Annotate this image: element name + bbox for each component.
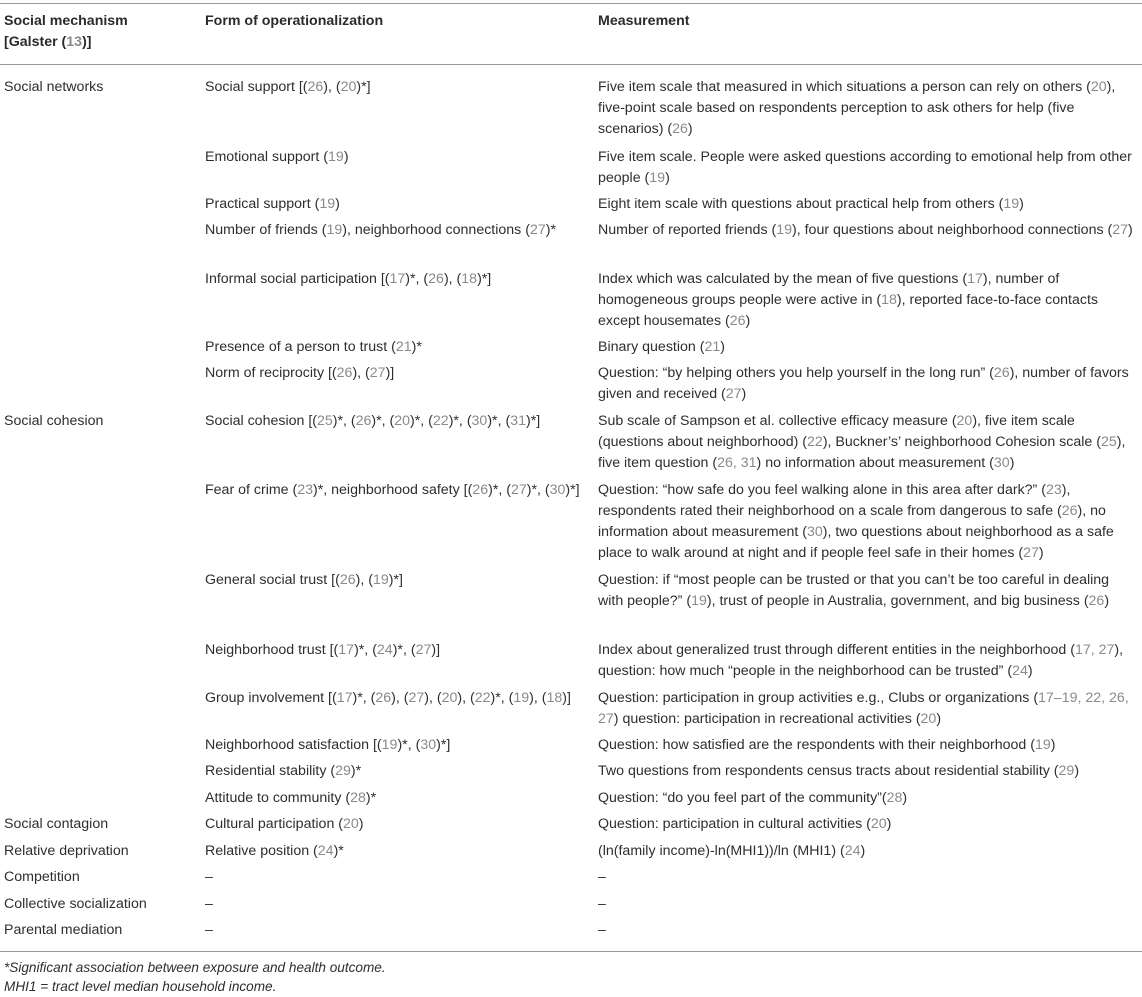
cell-text: ), five-point scale based on respondents perception to ask others for help (five scenarios) ( <box>598 79 1116 137</box>
cell-text: )*] <box>477 271 492 287</box>
cell-text: )* <box>333 843 344 859</box>
header-rule <box>0 64 1142 65</box>
cell-form-of-operationalization <box>205 269 585 290</box>
cell-text: )* <box>411 339 422 355</box>
cell-measurement <box>598 894 1138 915</box>
cell-form-of-operationalization <box>205 570 585 591</box>
cell-social-mechanism: Social networks <box>4 79 104 95</box>
cell-text: Neighborhood trust [( <box>205 642 339 658</box>
cell-text: – <box>205 922 213 938</box>
cell-text: (ln(family income)-ln(MHI1))/ln (MHI1) ( <box>598 843 845 859</box>
citation-link[interactable]: 25 <box>316 413 333 429</box>
cell-text: )*, ( <box>448 413 472 429</box>
citation-link[interactable]: 30 <box>806 524 823 540</box>
cell-text: Question: “by helping others you help yourself in the long run” ( <box>598 365 994 381</box>
cell-text: Binary question ( <box>598 339 705 355</box>
cell-text: ), number of homogeneous groups people were active in ( <box>598 271 1060 308</box>
citation-link[interactable]: 22 <box>474 690 491 706</box>
cell-text: – <box>205 896 213 912</box>
cell-form-of-operationalization <box>205 147 585 168</box>
cell-text: ), ( <box>424 690 442 706</box>
citation-link[interactable]: 28 <box>350 790 366 806</box>
cell-text: )*, ( <box>488 482 511 498</box>
cell-measurement <box>598 480 1138 564</box>
footnote-mhi1: MHI1 = tract level median household income. <box>4 979 277 994</box>
cell-text: Attitude to community ( <box>205 790 351 806</box>
citation-link[interactable]: 25 <box>1100 434 1117 450</box>
cell-form-of-operationalization <box>205 480 585 501</box>
cell-measurement <box>598 411 1138 474</box>
cell-text: Norm of reciprocity [( <box>205 365 337 381</box>
cell-text: ) <box>1074 763 1080 779</box>
citation-link[interactable]: 27 <box>415 642 432 658</box>
cell-text: )* <box>365 790 377 806</box>
cell-social-mechanism: Social contagion <box>4 816 109 832</box>
cell-measurement <box>598 337 1138 358</box>
cell-text: )*, ( <box>487 413 511 429</box>
cell-text: ) <box>936 711 942 727</box>
citation-link[interactable]: 19 <box>319 196 336 212</box>
citation-link[interactable]: 28 <box>886 790 903 806</box>
cell-text: Question: “how safe do you feel walking alone in this area after dark?” ( <box>598 482 1046 498</box>
cell-measurement <box>598 688 1138 730</box>
footnote-significance: *Significant association between exposure and health outcome. <box>4 960 386 975</box>
table-bottom-rule <box>0 951 1142 952</box>
cell-form-of-operationalization <box>205 77 585 98</box>
cell-text: ), five item scale (questions about neighborhood) ( <box>598 413 1075 450</box>
cell-text: ) <box>1027 663 1033 679</box>
cell-text: ) <box>720 339 725 355</box>
cell-text: – <box>598 869 606 885</box>
citation-link[interactable]: 19 <box>513 690 530 706</box>
cell-text: Index about generalized trust through different entities in the neighborhood ( <box>598 642 1075 658</box>
cell-text: ) <box>687 121 693 137</box>
cell-text: Index which was calculated by the mean of five questions ( <box>598 271 968 287</box>
cell-text: – <box>598 896 606 912</box>
cell-text: )*, neighborhood safety [( <box>313 482 473 498</box>
cell-text: ), question: how much “people in the neighborhood can be trusted” ( <box>598 642 1124 679</box>
citation-link[interactable]: 29 <box>1058 763 1075 779</box>
cell-text: Presence of a person to trust ( <box>205 339 396 355</box>
cell-text: Question: how satisfied are the respondents with their neighborhood ( <box>598 737 1035 753</box>
cell-text: )*, ( <box>526 482 550 498</box>
cell-text: ), ( <box>529 690 547 706</box>
citation-link[interactable]: 21 <box>395 339 412 355</box>
cell-text: ) <box>886 816 892 832</box>
citation-link[interactable]: 17 <box>967 271 983 287</box>
cell-measurement <box>598 570 1138 612</box>
cell-text: ), five item question ( <box>598 434 1126 471</box>
citation-link[interactable]: 27 <box>529 222 546 238</box>
citation-link[interactable]: 26 <box>428 271 444 287</box>
citation-link[interactable]: 20 <box>394 413 411 429</box>
citation-link[interactable]: 26 <box>355 413 372 429</box>
citation-link[interactable]: 27 <box>408 690 425 706</box>
cell-text: )] <box>431 642 441 658</box>
cell-text: )*] <box>388 572 403 588</box>
cell-text: ) <box>1009 455 1015 471</box>
citation-link[interactable]: 26 <box>993 365 1010 381</box>
cell-text: Relative position ( <box>205 843 318 859</box>
citation-link[interactable]: 19 <box>326 222 343 238</box>
citation-link[interactable]: 26 <box>472 482 489 498</box>
cell-measurement <box>598 77 1138 140</box>
cell-form-of-operationalization <box>205 411 585 432</box>
header-form-of-operationalization: Form of operationalization <box>205 13 384 29</box>
cell-text: Five item scale that measured in which situations a person can rely on others ( <box>598 79 1091 95</box>
cell-text: Sub scale of Sampson et al. collective efficacy measure ( <box>598 413 957 429</box>
cell-measurement <box>598 814 1138 835</box>
cell-social-mechanism: Relative deprivation <box>4 843 129 859</box>
citation-link[interactable]: 26 <box>1088 593 1105 609</box>
cell-text: Social support [( <box>205 79 308 95</box>
cell-text: Number of reported friends ( <box>598 222 777 238</box>
header-social-mechanism <box>4 11 194 53</box>
cell-text: ) <box>358 816 364 832</box>
cell-form-of-operationalization <box>205 761 585 782</box>
cell-form-of-operationalization <box>205 841 585 862</box>
table-top-rule <box>0 3 1142 4</box>
citation-link[interactable]: 24 <box>317 843 334 859</box>
cell-text: – <box>598 922 606 938</box>
cell-text: )*] <box>436 737 451 753</box>
citation-link[interactable]: 23 <box>297 482 314 498</box>
citation-link[interactable]: 20 <box>920 711 937 727</box>
cell-text: ), ( <box>352 365 370 381</box>
cell-text: )*, ( <box>410 413 433 429</box>
citation-link[interactable]: 27 <box>1023 545 1039 561</box>
cell-text: ) <box>665 170 670 186</box>
cell-measurement <box>598 194 1138 215</box>
cell-social-mechanism: Parental mediation <box>4 922 123 938</box>
citation-link[interactable]: 26 <box>307 79 324 95</box>
cell-measurement <box>598 841 1138 862</box>
cell-text: )*, ( <box>392 642 416 658</box>
citation-link[interactable]: 18 <box>546 690 563 706</box>
citation-link[interactable]: 27 <box>1112 222 1129 238</box>
cell-text: )*] <box>565 482 580 498</box>
cell-text: Cultural participation ( <box>205 816 343 832</box>
citation-link[interactable]: 27 <box>510 482 527 498</box>
cell-form-of-operationalization <box>205 788 585 809</box>
citation-link[interactable]: 20 <box>1090 79 1107 95</box>
cell-text: ), Buckner’s’ neighborhood Cohesion scale ( <box>822 434 1101 450</box>
citation-link[interactable]: 31 <box>510 413 526 429</box>
cell-text: ) <box>1128 222 1133 238</box>
citation-link[interactable]: 29 <box>335 763 351 779</box>
cell-text: ) <box>1038 545 1044 561</box>
cell-text: )*] <box>356 79 371 95</box>
cell-measurement <box>598 220 1138 241</box>
citation-link[interactable]: 22 <box>432 413 449 429</box>
cell-measurement <box>598 363 1138 405</box>
citation-link[interactable]: 19 <box>372 572 389 588</box>
cell-text: ), respondents rated their neighborhood on a scale from dangerous to safe ( <box>598 482 1071 519</box>
cell-text: ) <box>1019 196 1024 212</box>
cell-form-of-operationalization <box>205 688 585 709</box>
cell-text: )* <box>350 763 362 779</box>
cell-form-of-operationalization <box>205 640 585 661</box>
cell-text: ) <box>335 196 340 212</box>
cell-form-of-operationalization <box>205 814 585 835</box>
cell-text: ) <box>745 313 751 329</box>
cell-text: )] <box>562 690 571 706</box>
cell-text: ), trust of people in Australia, government, and big business ( <box>706 593 1089 609</box>
cell-form-of-operationalization <box>205 363 585 384</box>
cell-text: Group involvement [( <box>205 690 337 706</box>
citation-link[interactable]: 27 <box>369 365 386 381</box>
cell-text: General social trust [( <box>205 572 340 588</box>
cell-text: Question: if “most people can be trusted or that you can’t be too careful in dealing with people?” ( <box>598 572 1110 609</box>
citation-link[interactable]: 24 <box>1012 663 1028 679</box>
cell-text: Emotional support ( <box>205 149 329 165</box>
cell-measurement <box>598 761 1138 782</box>
citation-link[interactable]: 21 <box>704 339 721 355</box>
cell-text: )*, ( <box>352 690 376 706</box>
citation-link[interactable]: 24 <box>844 843 861 859</box>
citation-link[interactable]: 26, 31 <box>717 455 757 471</box>
cell-measurement <box>598 735 1138 756</box>
cell-measurement <box>598 640 1138 682</box>
cell-form-of-operationalization <box>205 894 585 915</box>
cell-social-mechanism: Collective socialization <box>4 896 147 912</box>
cell-text: ) <box>343 149 349 165</box>
citation-link[interactable]: 26 <box>1061 503 1078 519</box>
cell-measurement <box>598 147 1138 189</box>
citation-link[interactable]: 20 <box>956 413 973 429</box>
cell-text: ), ( <box>443 271 462 287</box>
cell-text: )*, ( <box>371 413 395 429</box>
citation-link[interactable]: 17 <box>338 642 355 658</box>
citation-link[interactable]: 30 <box>549 482 566 498</box>
cell-text: )*, ( <box>490 690 514 706</box>
citation-link[interactable]: 17 <box>389 271 406 287</box>
cell-text: ), no information about measurement ( <box>598 503 1106 540</box>
citation-link[interactable]: 19 <box>1034 737 1051 753</box>
cell-text: ), four questions about neighborhood connections ( <box>792 222 1113 238</box>
citation-link[interactable]: 30 <box>471 413 488 429</box>
citation-link[interactable]: 18 <box>881 292 897 308</box>
cell-text: Question: “do you feel part of the community”( <box>598 790 887 806</box>
cell-text: Residential stability ( <box>205 763 336 779</box>
cell-text: Practical support ( <box>205 196 320 212</box>
cell-text: ) <box>1104 593 1110 609</box>
cell-text: ) <box>1050 737 1056 753</box>
cell-text: )*, ( <box>354 642 377 658</box>
cell-form-of-operationalization <box>205 337 585 358</box>
citation-link[interactable]: 19 <box>649 170 666 186</box>
cell-text: )] <box>385 365 395 381</box>
header-col1-line1: Social mechanism <box>4 13 128 29</box>
cell-text: ), reported face-to-face contacts except housemates ( <box>598 292 1099 329</box>
citation-link[interactable]: 19 <box>381 737 398 753</box>
citation-link[interactable]: 19 <box>691 593 707 609</box>
cell-text: )*, ( <box>332 413 356 429</box>
cell-text: Eight item scale with questions about practical help from others ( <box>598 196 1004 212</box>
citation-link[interactable]: 26 <box>729 313 746 329</box>
cell-text: Two questions from respondents census tracts about residential stability ( <box>598 763 1059 779</box>
cell-form-of-operationalization <box>205 920 585 941</box>
cell-measurement <box>598 269 1138 332</box>
header-measurement: Measurement <box>598 13 690 29</box>
cell-text: – <box>205 869 213 885</box>
cell-text: ) <box>902 790 908 806</box>
citation-link[interactable]: 26 <box>336 365 353 381</box>
citation-link[interactable]: 24 <box>376 642 393 658</box>
citation-link[interactable]: 17–19, 22, 26, 27 <box>598 690 1129 727</box>
cell-text: )* <box>545 222 556 238</box>
cell-text: ), ( <box>391 690 409 706</box>
cell-text: )*, ( <box>397 737 421 753</box>
citation-link[interactable]: 17 <box>336 690 353 706</box>
cell-text: ), ( <box>323 79 341 95</box>
cell-text: Fear of crime ( <box>205 482 298 498</box>
citation-link[interactable]: 27 <box>725 386 742 402</box>
cell-measurement <box>598 920 1138 941</box>
cell-text: ) <box>741 386 747 402</box>
cell-text: ), number of favors given and received ( <box>598 365 1129 402</box>
citation-link[interactable]: 26 <box>375 690 392 706</box>
cell-text: )*] <box>525 413 541 429</box>
citation-link[interactable]: 20 <box>441 690 458 706</box>
citation-link[interactable]: 17, 27 <box>1074 642 1115 658</box>
cell-text: )*, ( <box>405 271 429 287</box>
citation-link[interactable]: 13 <box>66 34 83 50</box>
citation-link[interactable]: 19 <box>328 149 344 165</box>
cell-text: ), neighborhood connections ( <box>342 222 530 238</box>
header-col1-line2: [Galster (13)] <box>4 34 92 50</box>
cell-text: Number of friends ( <box>205 222 327 238</box>
cell-form-of-operationalization <box>205 867 585 888</box>
citation-link[interactable]: 20 <box>343 816 359 832</box>
cell-social-mechanism: Social cohesion <box>4 413 104 429</box>
cell-measurement <box>598 867 1138 888</box>
cell-text: Question: participation in cultural activities ( <box>598 816 871 832</box>
cell-text: Informal social participation [( <box>205 271 390 287</box>
cell-text: ), ( <box>457 690 475 706</box>
cell-text: Neighborhood satisfaction [( <box>205 737 382 753</box>
cell-text: ), two questions about neighborhood as a safe place to walk around at night and if people feel safe in their homes ( <box>598 524 1114 561</box>
citation-link[interactable]: 22 <box>807 434 823 450</box>
cell-form-of-operationalization <box>205 220 585 241</box>
citation-link[interactable]: 30 <box>993 455 1010 471</box>
citation-link[interactable]: 23 <box>1045 482 1062 498</box>
citation-link[interactable]: 30 <box>420 737 437 753</box>
citation-link[interactable]: 18 <box>461 271 478 287</box>
citation-link[interactable]: 20 <box>870 816 887 832</box>
cell-text: ) <box>860 843 866 859</box>
cell-text: Question: participation in group activities e.g., Clubs or organizations ( <box>598 690 1039 706</box>
citation-link[interactable]: 20 <box>340 79 357 95</box>
cell-text: ) question: participation in recreational activities ( <box>613 711 921 727</box>
citation-link[interactable]: 26 <box>339 572 356 588</box>
citation-link[interactable]: 26 <box>672 121 688 137</box>
cell-text: ) no information about measurement ( <box>756 455 994 471</box>
cell-measurement <box>598 788 1138 809</box>
citation-link[interactable]: 19 <box>776 222 792 238</box>
cell-text: Social cohesion [( <box>205 413 317 429</box>
cell-text: Five item scale. People were asked questions according to emotional help from other people ( <box>598 149 1132 186</box>
citation-link[interactable]: 19 <box>1003 196 1020 212</box>
cell-text: ), ( <box>355 572 373 588</box>
cell-social-mechanism: Competition <box>4 869 80 885</box>
cell-form-of-operationalization <box>205 735 585 756</box>
cell-form-of-operationalization <box>205 194 585 215</box>
